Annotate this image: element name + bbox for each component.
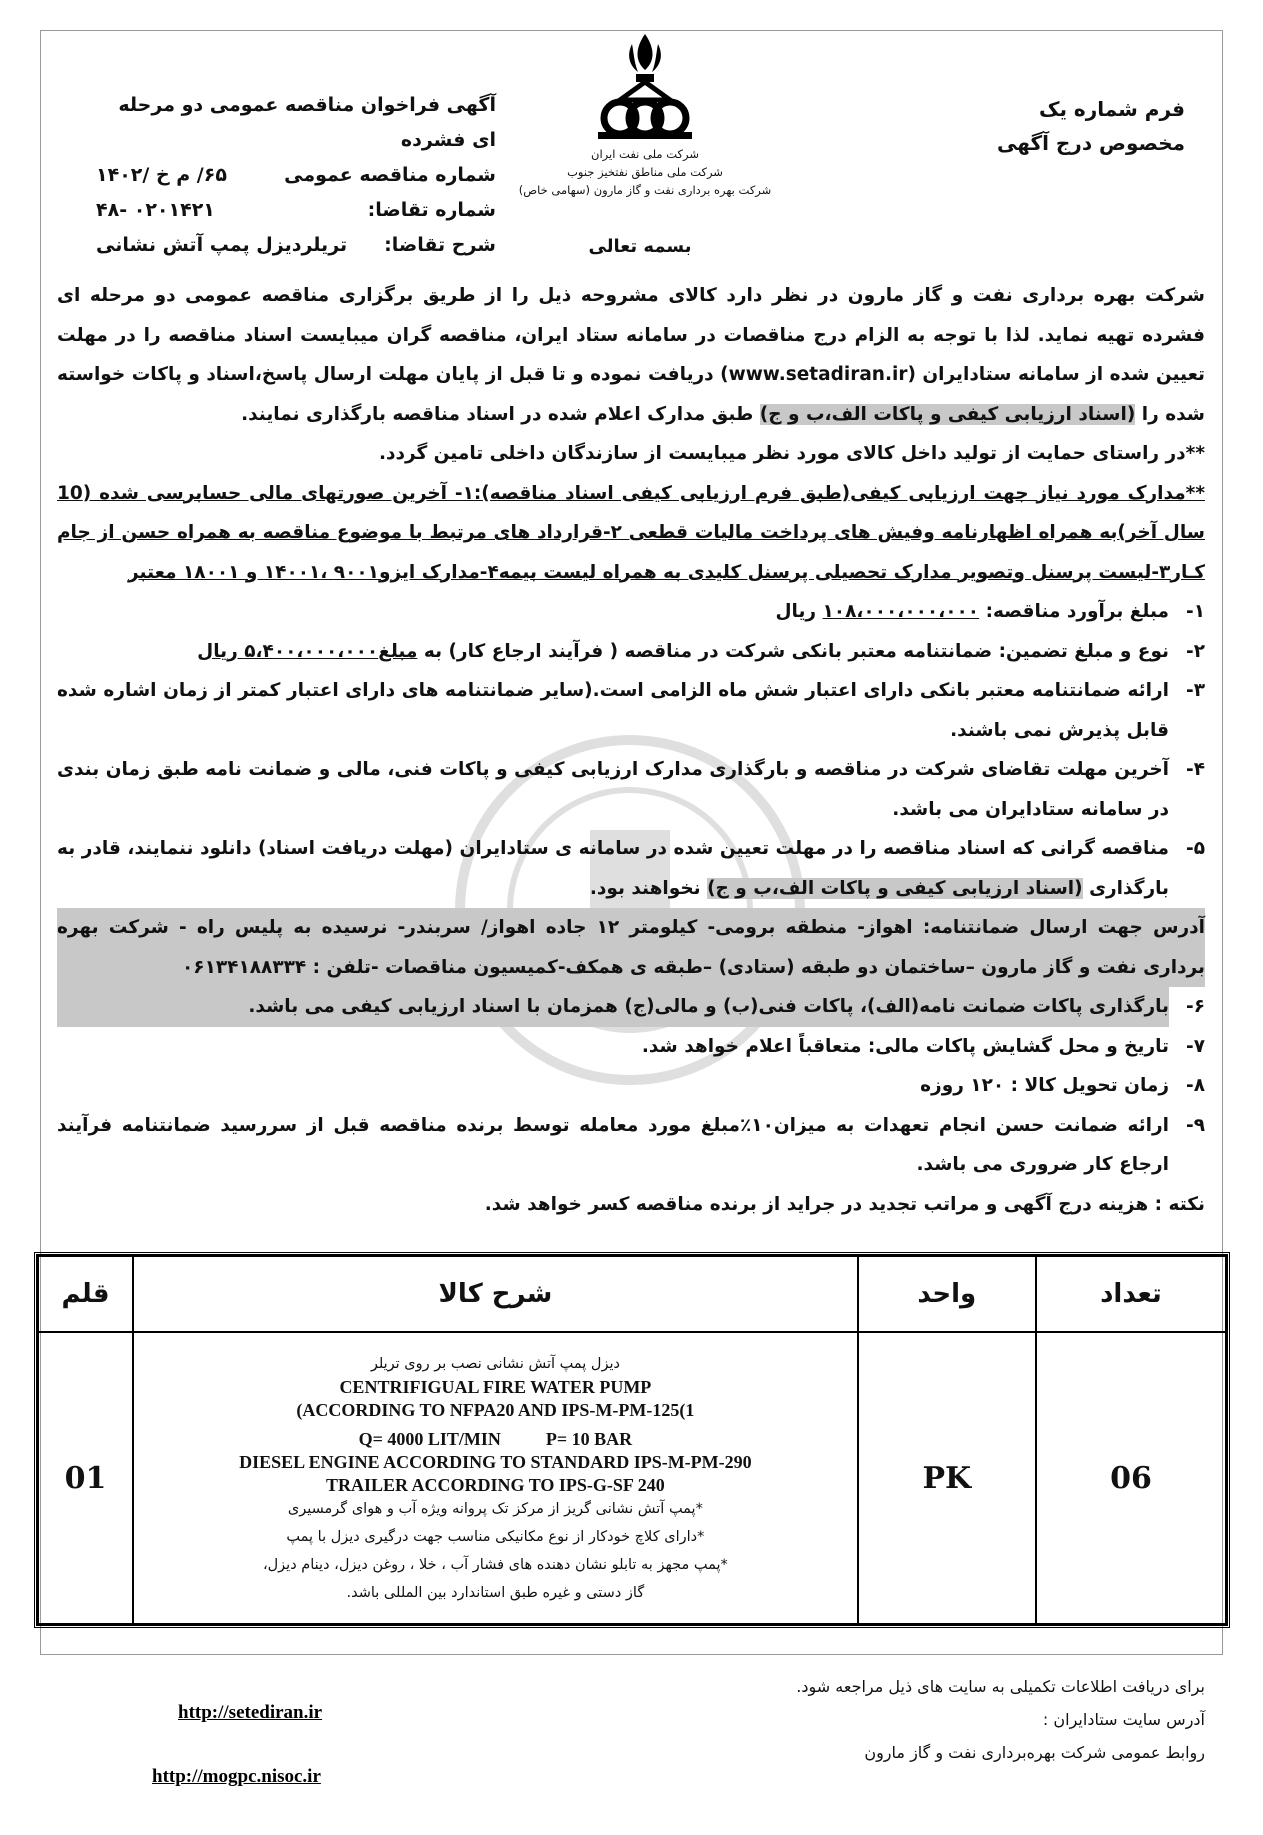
desc-en-4: DIESEL ENGINE ACCORDING TO STANDARD IPS-M-PM-290	[239, 1451, 752, 1472]
tender-info	[96, 88, 496, 263]
tender-number-row	[96, 158, 496, 193]
col-unit-header: واحد	[858, 1256, 1036, 1332]
item-2-num: ۲-	[1186, 640, 1205, 662]
request-number-label: شماره تقاضا:	[367, 199, 496, 221]
cell-quantity: 06	[1036, 1332, 1226, 1624]
goods-table	[34, 1252, 1230, 1628]
intro-text-1: شرکت بهره برداری نفت و گاز مارون در نظر دارد کالای مشروحه ذیل را از طریق برگزاری مناقصه عمومی دو مرحله ای فشرده تهیه نماید. لذا با توجه به الزام درج مناقصات در سامانه ستاد ایران، مناقصه گران میبایست اسناد مناقصه را در مهلت تعیین شده از سامانه ستادایران (www.setadiran.ir) دریافت نموده و تا قبل از پایان مهلت ارسال پاسخ،اسناد و پاکات خواسته شده را	[57, 285, 1205, 425]
item-5-text	[57, 829, 1169, 908]
item-7	[57, 1027, 1205, 1067]
setad-link[interactable]: http://setediran.ir	[178, 1702, 323, 1723]
item-5-text-main: مناقصه گرانی که اسناد مناقصه را در مهلت تعیین شده در سامانه ی ستادایران (مهلت دریافت اسناد) دانلود ننمایند، قادر به بارگذاری	[57, 838, 1169, 899]
item-2-text	[57, 632, 1169, 672]
desc-en-2: (ACCORDING TO NFPA20 AND IPS-M-PM-125(1	[296, 1399, 695, 1420]
address-paragraph	[57, 908, 1205, 987]
announcement-body	[57, 276, 1205, 1224]
item-6-num: ۶-	[1186, 996, 1205, 1017]
item-7-text: تاریخ و محل گشایش پاکات مالی: متعاقباً اعلام خواهد شد.	[641, 1035, 1169, 1057]
request-desc-label: شرح تقاضا:	[384, 234, 496, 256]
estimate-unit: ریال	[775, 601, 817, 622]
item-3-num: ۳-	[1186, 680, 1205, 701]
mogpc-link[interactable]: http://mogpc.nisoc.ir	[152, 1766, 321, 1787]
company-logo-block	[510, 30, 780, 199]
item-8-num: ۸-	[1186, 1075, 1205, 1096]
col-description-header: شرح کالا	[133, 1256, 858, 1332]
item-1-num: ۱-	[1186, 601, 1205, 622]
guarantee-amount: مبلغ۵،۴۰۰،۰۰۰،۰۰۰ ریال	[197, 640, 418, 662]
item-5-num: ۵-	[1186, 838, 1205, 859]
item-3-text: ارائه ضمانتنامه معتبر بانکی دارای اعتبار شش ماه الزامی است.(سایر ضمانتنامه های دارای اعتبار کمتر از زمان اشاره شده قابل پذیرش نمی باشند.	[57, 680, 1169, 741]
item-3	[57, 671, 1205, 750]
cell-unit: PK	[858, 1332, 1036, 1624]
item-1	[57, 592, 1205, 632]
address-label: آدرس جهت ارسال ضمانتنامه:	[922, 917, 1205, 938]
company-name-3: شرکت بهره برداری نفت و گاز مارون (سهامی خاص)	[518, 183, 772, 197]
basmala: بسمه تعالی	[588, 236, 692, 257]
item-6	[57, 987, 1205, 1027]
pr-label: روابط عمومی شرکت بهره‌برداری نفت و گاز مارون	[864, 1743, 1205, 1762]
table-header-row	[38, 1256, 1226, 1332]
item-8-text: زمان تحویل کالا : ۱۲۰ روزه	[920, 1075, 1169, 1096]
col-quantity-header: تعداد	[1036, 1256, 1226, 1332]
item-5-highlight: (اسناد ارزیابی کیفی و پاکات الف،ب و ج)	[707, 877, 1083, 899]
nioc-logo-icon	[590, 30, 700, 145]
setad-label: آدرس سایت ستادایران :	[1042, 1710, 1205, 1729]
item-4-text: آخرین مهلت تقاضای شرکت در مناقصه و بارگذاری مدارک ارزیابی کیفی و پاکات فنی، مالی و ضمانت نامه طبق زمان بندی در سامانه ستادایران می باشد.	[57, 759, 1169, 820]
tender-number-value: ۶۵/ م خ /۱۴۰۲	[96, 164, 227, 186]
form-purpose: مخصوص درج آگهی	[997, 131, 1185, 155]
form-header	[997, 92, 1185, 160]
desc-fa-3: *پمپ مجهز به تابلو نشان دهنده های فشار آب ، خلا ، روغن دیزل، دینام دیزل،	[262, 1556, 728, 1573]
desc-en-5: TRAILER ACCORDING TO IPS-G-SF 240	[326, 1474, 665, 1495]
docs-note: **مدارک مورد نیاز جهت ارزیابی کیفی(طبق فرم ارزیابی کیفی اسناد مناقصه):۱- آخرین صورتهای مالی حسابرسی شده (10 سال آخر)به همراه اظهارنامه وفیش های پرداخت مالیات قطعی ۲-قرارداد های مرتبط با موضوع مناقصه به همراه حسن از جام کـار۳-لیست پرسنل وتصویر مدارک تحصیلی پرسنل کلیدی به همراه لیست بیمه۴-مدارک ایزو۹۰۰۱ ،۱۴۰۰۱ و ۱۸۰۰۱ معتبر	[57, 482, 1206, 583]
desc-fa-title: دیزل پمپ آتش نشانی نصب بر روی تریلر	[370, 1355, 620, 1372]
table-row	[38, 1332, 1226, 1624]
estimate-label: مبلغ برآورد مناقصه:	[985, 601, 1169, 622]
company-name-1: شرکت ملی نفت ایران	[591, 147, 699, 161]
intro-paragraph	[57, 276, 1205, 434]
item-2	[57, 632, 1205, 672]
intro-text-2: طبق مدارک اعلام شده در اسناد مناقصه بارگذاری نمایند.	[241, 403, 754, 425]
cell-item: 01	[38, 1332, 133, 1624]
desc-en-1: CENTRIFIGUAL FIRE WATER PUMP	[339, 1376, 652, 1397]
footer-info-line: برای دریافت اطلاعات تکمیلی به سایت های ذیل مراجعه شود.	[796, 1677, 1205, 1696]
item-5	[57, 829, 1205, 908]
address-text: اهواز- منطقه برومی- کیلومتر ۱۲ جاده اهواز/ سربندر- نرسیده به پلیس راه - شرکت بهره برداری نفت و گاز مارون –ساختمان دو طبقه (ستادی) –طبقه ی همکف-کمیسیون مناقصات -تلفن : ۰۶۱۳۴۱۸۸۳۳۴	[57, 917, 1205, 978]
item-5-text-end: نخواهند بود.	[589, 877, 701, 899]
item-9-num: ۹-	[1186, 1114, 1205, 1136]
item-8	[57, 1066, 1205, 1106]
item-6-text: بارگذاری پاکات ضمانت نامه(الف)، پاکات فنی(ب) و مالی(ج) همزمان با اسناد ارزیابی کیفی می باشد.	[57, 987, 1169, 1027]
request-desc-row	[96, 228, 496, 263]
intro-highlight: (اسناد ارزیابی کیفی و پاکات الف،ب و ج)	[759, 403, 1136, 425]
desc-fa-2: *دارای کلاچ خودکار از نوع مکانیکی مناسب جهت درگیری دیزل با پمپ	[286, 1528, 705, 1545]
tender-title: آگهی فراخوان مناقصه عمومی دو مرحله ای فشرده	[118, 94, 496, 151]
desc-en-3: Q= 4000 LIT/MIN P= 10 BAR	[358, 1428, 633, 1449]
desc-fa-1: *پمپ آتش نشانی گریز از مرکز تک پروانه ویژه آب و هوای گرمسیری	[287, 1500, 703, 1517]
company-name-2: شرکت ملی مناطق نفتخیز جنوب	[567, 165, 723, 179]
support-note: **در راستای حمایت از تولید داخل کالای مورد نظر میبایست از سازندگان داخلی تامین گردد.	[378, 443, 1205, 464]
tender-number-label: شماره مناقصه عمومی	[284, 164, 496, 186]
request-number-row	[96, 193, 496, 228]
item-1-text	[57, 592, 1169, 632]
desc-fa-4: گاز دستی و غیره طبق استاندارد بین المللی باشد.	[346, 1584, 645, 1601]
request-desc-value: تریلردیزل پمپ آتش نشانی	[96, 234, 348, 256]
footer-info	[796, 1670, 1205, 1769]
form-number: فرم شماره یک	[1038, 97, 1185, 121]
note: نکته : هزینه درج آگهی و مراتب تجدید در جراید از برنده مناقصه کسر خواهد شد.	[484, 1193, 1205, 1215]
request-number-value: ۰۲۰۱۴۲۱ -۴۸	[96, 199, 215, 221]
cell-description	[133, 1332, 858, 1624]
item-4	[57, 750, 1205, 829]
item-7-num: ۷-	[1186, 1035, 1205, 1057]
item-9-text: ارائه ضمانت حسن انجام تعهدات به میزان۱۰٪مبلغ مورد معامله توسط برنده مناقصه قبل از سررسید ضمانتنامه فرآیند ارجاع کار ضروری می باشد.	[57, 1114, 1169, 1175]
item-9	[57, 1106, 1205, 1185]
guarantee-text: نوع و مبلغ تضمین: ضمانتنامه معتبر بانکی شرکت در مناقصه ( فرآیند ارجاع کار) به	[423, 640, 1169, 662]
col-item-header: قلم	[38, 1256, 133, 1332]
item-4-num: ۴-	[1186, 759, 1205, 780]
estimate-value: ۱۰۸،۰۰۰،۰۰۰،۰۰۰	[822, 601, 980, 622]
